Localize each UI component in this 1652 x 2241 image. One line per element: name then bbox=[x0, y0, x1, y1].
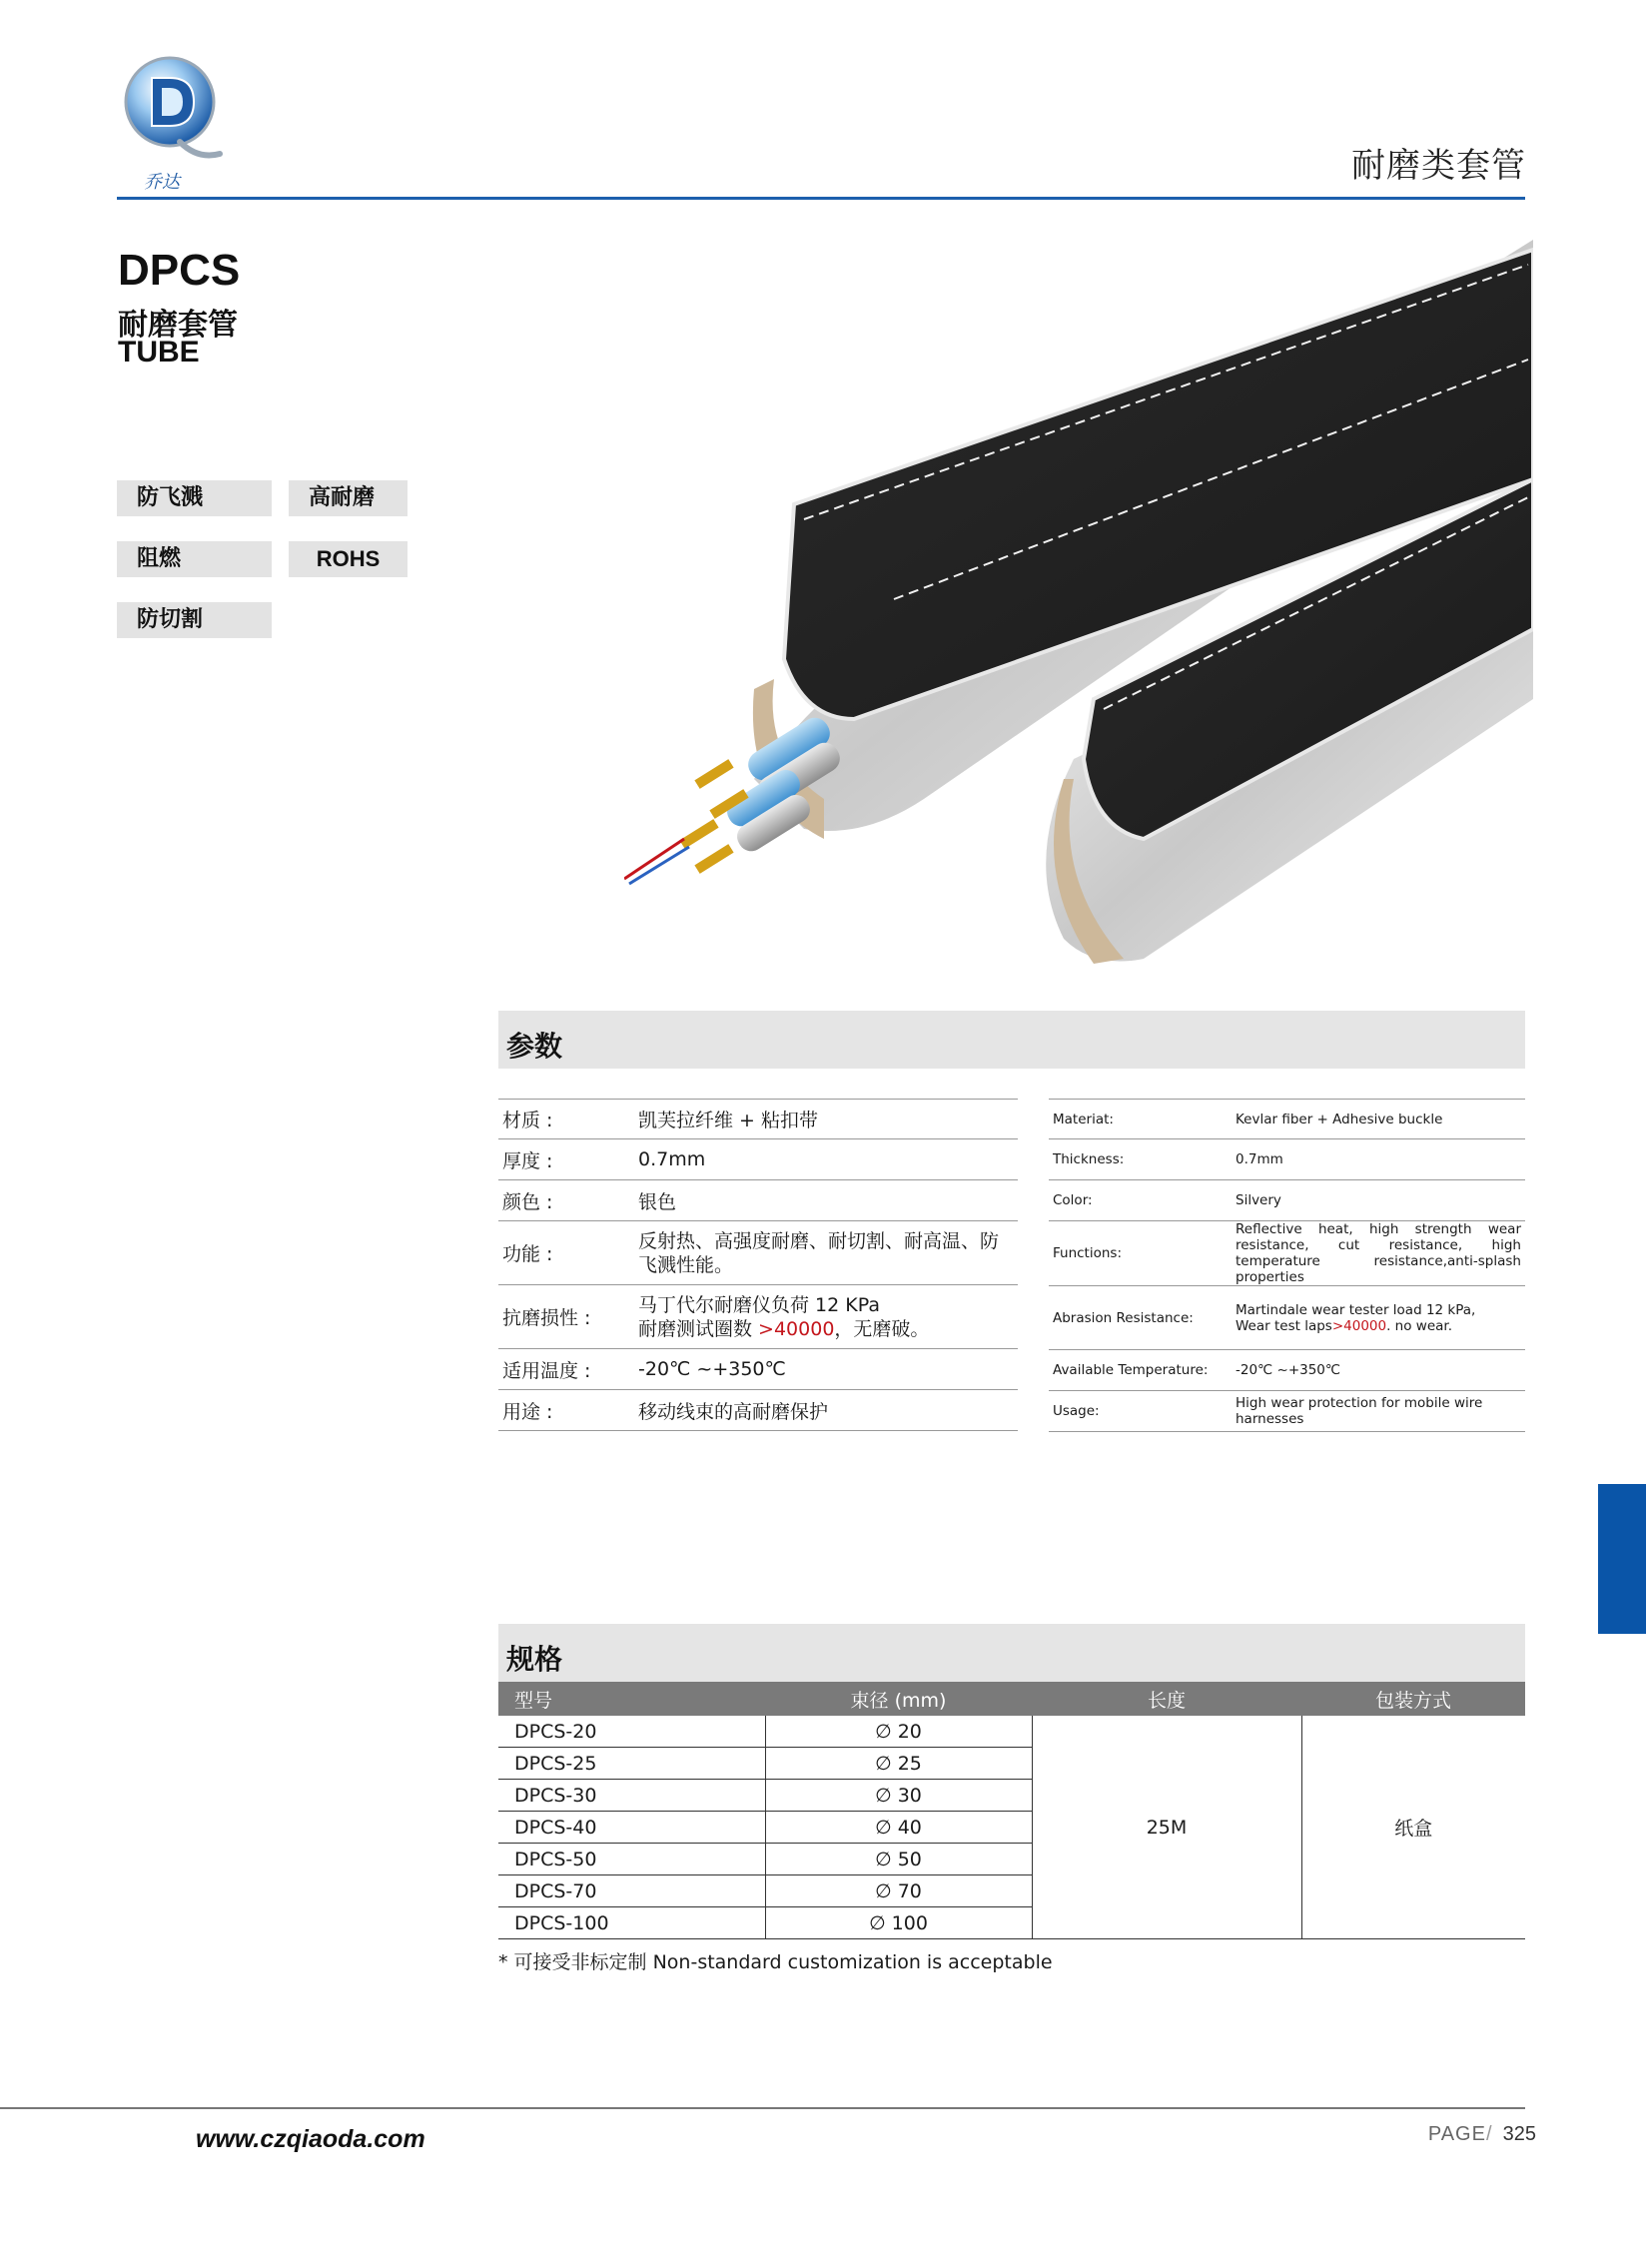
param-value: Silvery bbox=[1232, 1180, 1525, 1221]
packaging-cell: 纸盒 bbox=[1301, 1716, 1525, 1939]
product-name-cn: 耐磨套管 bbox=[118, 308, 238, 343]
diameter-cell: ∅ 20 bbox=[765, 1716, 1032, 1748]
diameter-cell: ∅ 100 bbox=[765, 1907, 1032, 1939]
spec-section-header bbox=[498, 1624, 1525, 1682]
param-value: Martindale wear tester load 12 kPa, Wear test laps>40000. no wear. bbox=[1232, 1286, 1525, 1350]
param-value: 银色 bbox=[634, 1180, 1018, 1221]
table-header-row bbox=[498, 1682, 1525, 1716]
feature-tag: 防切割 bbox=[117, 602, 272, 638]
param-label: Available Temperature: bbox=[1049, 1350, 1232, 1391]
table-row bbox=[1049, 1180, 1525, 1221]
column-header: 包装方式 bbox=[1301, 1682, 1525, 1716]
param-label: 材质 : bbox=[498, 1100, 634, 1139]
diameter-cell: ∅ 50 bbox=[765, 1844, 1032, 1875]
param-value: 0.7mm bbox=[1232, 1139, 1525, 1180]
param-label: Materiat: bbox=[1049, 1100, 1232, 1139]
table-row bbox=[498, 1139, 1018, 1180]
product-photo bbox=[624, 240, 1533, 979]
params-table-en bbox=[1049, 1099, 1525, 1432]
params-table-cn bbox=[498, 1099, 1018, 1431]
website-link[interactable]: www.czqiaoda.com bbox=[196, 2125, 425, 2153]
table-row bbox=[498, 1390, 1018, 1431]
highlight-value: >40000 bbox=[758, 1317, 835, 1340]
params-section-title: 参数 bbox=[506, 1030, 563, 1063]
param-value: High wear protection for mobile wire harnesses bbox=[1232, 1391, 1525, 1432]
param-label: Color: bbox=[1049, 1180, 1232, 1221]
param-label: 用途 : bbox=[498, 1390, 634, 1431]
product-name-en: TUBE bbox=[118, 336, 200, 369]
param-value: -20℃ ~+350℃ bbox=[1232, 1350, 1525, 1391]
column-header: 型号 bbox=[498, 1682, 765, 1716]
category-title: 耐磨类套管 bbox=[1351, 146, 1526, 186]
table-row bbox=[1049, 1286, 1525, 1350]
model-cell: DPCS-70 bbox=[498, 1875, 765, 1907]
column-header: 束径 (mm) bbox=[765, 1682, 1032, 1716]
param-label: Abrasion Resistance: bbox=[1049, 1286, 1232, 1350]
model-cell: DPCS-50 bbox=[498, 1844, 765, 1875]
table-row bbox=[1049, 1221, 1525, 1286]
model-cell: DPCS-40 bbox=[498, 1812, 765, 1844]
page-slash: / bbox=[1485, 2123, 1492, 2145]
feature-tag: ROHS bbox=[289, 541, 408, 577]
param-label: Functions: bbox=[1049, 1221, 1232, 1286]
table-row bbox=[1049, 1100, 1525, 1139]
param-label: 抗磨损性 : bbox=[498, 1285, 634, 1349]
table-row bbox=[1049, 1139, 1525, 1180]
length-cell: 25M bbox=[1032, 1716, 1301, 1939]
table-row bbox=[498, 1285, 1018, 1349]
param-label: Usage: bbox=[1049, 1391, 1232, 1432]
diameter-cell: ∅ 70 bbox=[765, 1875, 1032, 1907]
column-header: 长度 bbox=[1032, 1682, 1301, 1716]
feature-tag: 防飞溅 bbox=[117, 480, 272, 516]
page-number-value: 325 bbox=[1502, 2123, 1536, 2145]
param-label: 厚度 : bbox=[498, 1139, 634, 1180]
footer-divider bbox=[0, 2107, 1525, 2109]
table-row bbox=[498, 1349, 1018, 1390]
model-cell: DPCS-20 bbox=[498, 1716, 765, 1748]
param-value: 凯芙拉纤维 + 粘扣带 bbox=[634, 1100, 1018, 1139]
page-label: PAGE bbox=[1427, 2123, 1486, 2145]
table-row bbox=[1049, 1350, 1525, 1391]
spec-section-title: 规格 bbox=[506, 1643, 563, 1676]
param-value: 反射热、高强度耐磨、耐切割、耐高温、防飞溅性能。 bbox=[634, 1221, 1018, 1285]
page-number bbox=[1428, 2123, 1536, 2146]
section-side-tab bbox=[1598, 1484, 1646, 1634]
feature-tag: 高耐磨 bbox=[289, 480, 408, 516]
diameter-cell: ∅ 30 bbox=[765, 1780, 1032, 1812]
param-value: 马丁代尔耐磨仪负荷 12 KPa 耐磨测试圈数 >40000，无磨破。 bbox=[634, 1285, 1018, 1349]
param-label: 适用温度 : bbox=[498, 1349, 634, 1390]
header-divider bbox=[117, 197, 1525, 200]
param-value: -20℃ ~+350℃ bbox=[634, 1349, 1018, 1390]
spec-table bbox=[498, 1682, 1525, 1939]
table-row bbox=[498, 1180, 1018, 1221]
table-row bbox=[498, 1100, 1018, 1139]
model-cell: DPCS-30 bbox=[498, 1780, 765, 1812]
company-logo bbox=[112, 50, 232, 200]
diameter-cell: ∅ 40 bbox=[765, 1812, 1032, 1844]
param-value: Reflective heat, high strength wear resistance, cut resistance, high temperature resistance,anti-splash properties bbox=[1232, 1221, 1525, 1286]
model-cell: DPCS-100 bbox=[498, 1907, 765, 1939]
table-row bbox=[498, 1716, 1525, 1748]
param-label: 颜色 : bbox=[498, 1180, 634, 1221]
param-value: Kevlar fiber + Adhesive buckle bbox=[1232, 1100, 1525, 1139]
model-cell: DPCS-25 bbox=[498, 1748, 765, 1780]
param-value: 0.7mm bbox=[634, 1139, 1018, 1180]
product-code: DPCS bbox=[118, 246, 241, 295]
param-label: Thickness: bbox=[1049, 1139, 1232, 1180]
table-row bbox=[1049, 1391, 1525, 1432]
highlight-value: >40000 bbox=[1331, 1317, 1387, 1334]
param-label: 功能 : bbox=[498, 1221, 634, 1285]
customization-note: * 可接受非标定制 Non-standard customization is acceptable bbox=[498, 1951, 1053, 1973]
params-section-header bbox=[498, 1011, 1525, 1069]
diameter-cell: ∅ 25 bbox=[765, 1748, 1032, 1780]
feature-tag: 阻燃 bbox=[117, 541, 272, 577]
table-row bbox=[498, 1221, 1018, 1285]
logo-text: 乔达 bbox=[144, 172, 180, 193]
param-value: 移动线束的高耐磨保护 bbox=[634, 1390, 1018, 1431]
